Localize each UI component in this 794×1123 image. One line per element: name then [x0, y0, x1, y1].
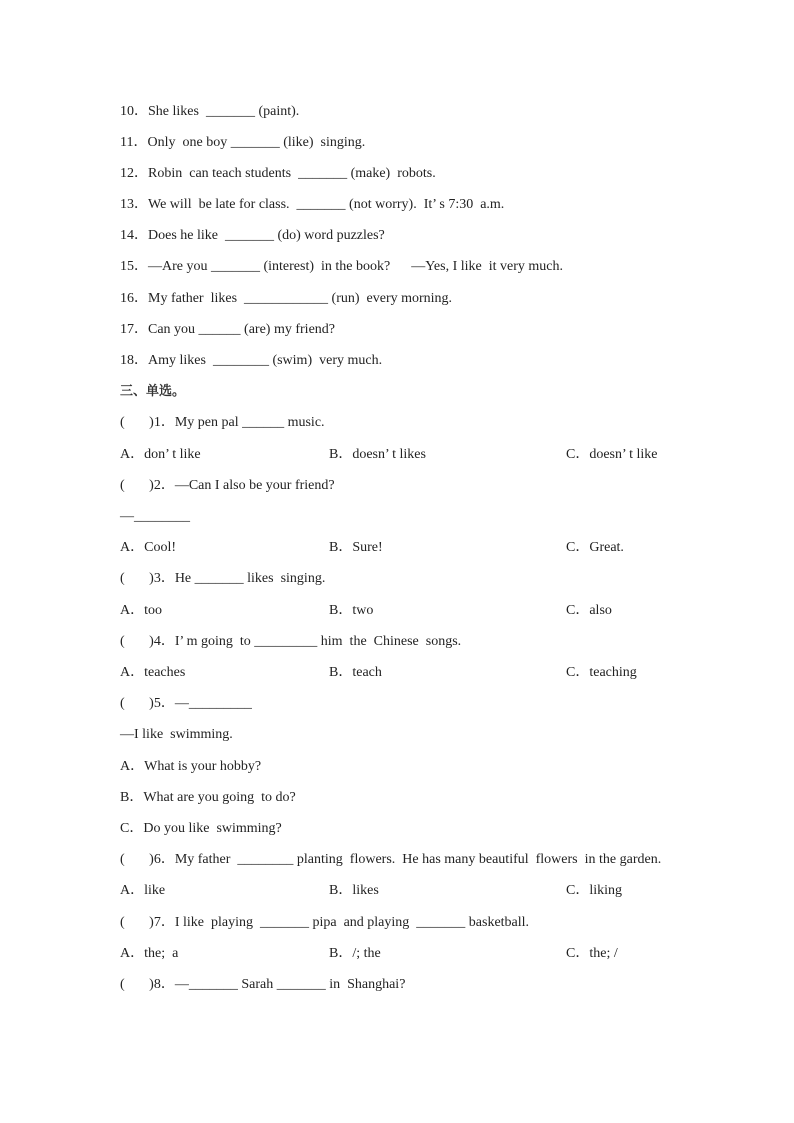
fill-item-15: 15．—Are you _______ (interest) in the book? —Yes, I like it very much.: [120, 259, 564, 274]
mc-question-7: ( )7．I like playing _______ pipa and playing _______ basketball.: [120, 915, 530, 930]
mc-6-option-a: A．like: [120, 883, 166, 898]
mc-question-2: ( )2．—Can I also be your friend?: [120, 478, 335, 493]
mc-5-option-b: B．What are you going to do?: [120, 790, 296, 805]
mc-1-option-b: B．doesn’ t likes: [329, 447, 426, 462]
mc-4-option-b: B．teach: [329, 665, 382, 680]
mc-7-option-b: B．/; the: [329, 946, 381, 961]
mc-1-option-a: A．don’ t like: [120, 447, 201, 462]
fill-item-14: 14．Does he like _______ (do) word puzzles?: [120, 228, 385, 243]
fill-item-13: 13．We will be late for class. _______ (not worry). It’ s 7:30 a.m.: [120, 197, 505, 212]
mc-5-option-a: A．What is your hobby?: [120, 759, 262, 774]
fill-item-16: 16．My father likes ____________ (run) every morning.: [120, 291, 453, 306]
mc-2-reply-line: —________: [120, 509, 190, 524]
mc-question-3: ( )3．He _______ likes singing.: [120, 571, 326, 586]
mc-3-option-a: A．too: [120, 603, 162, 618]
mc-question-1: ( )1．My pen pal ______ music.: [120, 415, 325, 430]
mc-4-option-c: C．teaching: [566, 665, 637, 680]
mc-4-option-a: A．teaches: [120, 665, 186, 680]
fill-item-17: 17．Can you ______ (are) my friend?: [120, 322, 335, 337]
mc-6-option-c: C．liking: [566, 883, 623, 898]
mc-5-option-c: C．Do you like swimming?: [120, 821, 282, 836]
mc-question-5: ( )5．—_________: [120, 696, 252, 711]
mc-3-option-c: C．also: [566, 603, 612, 618]
mc-question-8: ( )8．—_______ Sarah _______ in Shanghai?: [120, 977, 406, 992]
fill-item-12: 12．Robin can teach students _______ (make) robots.: [120, 166, 436, 181]
mc-question-6: ( )6．My father ________ planting flowers. He has many beautiful flowers in the garden.: [120, 852, 662, 867]
mc-7-option-c: C．the; /: [566, 946, 618, 961]
mc-2-option-b: B．Sure!: [329, 540, 383, 555]
mc-6-option-b: B．likes: [329, 883, 379, 898]
mc-3-option-b: B．two: [329, 603, 374, 618]
mc-5-reply-line: —I like swimming.: [120, 727, 233, 742]
section-heading: 三、单选。: [120, 384, 186, 399]
mc-2-option-a: A．Cool!: [120, 540, 176, 555]
fill-item-11: 11．Only one boy _______ (like) singing.: [120, 135, 366, 150]
fill-item-18: 18．Amy likes ________ (swim) very much.: [120, 353, 383, 368]
fill-item-10: 10．She likes _______ (paint).: [120, 104, 300, 119]
mc-2-option-c: C．Great.: [566, 540, 624, 555]
mc-question-4: ( )4．I’ m going to _________ him the Chinese songs.: [120, 634, 462, 649]
mc-1-option-c: C．doesn’ t like: [566, 447, 658, 462]
mc-7-option-a: A．the; a: [120, 946, 179, 961]
